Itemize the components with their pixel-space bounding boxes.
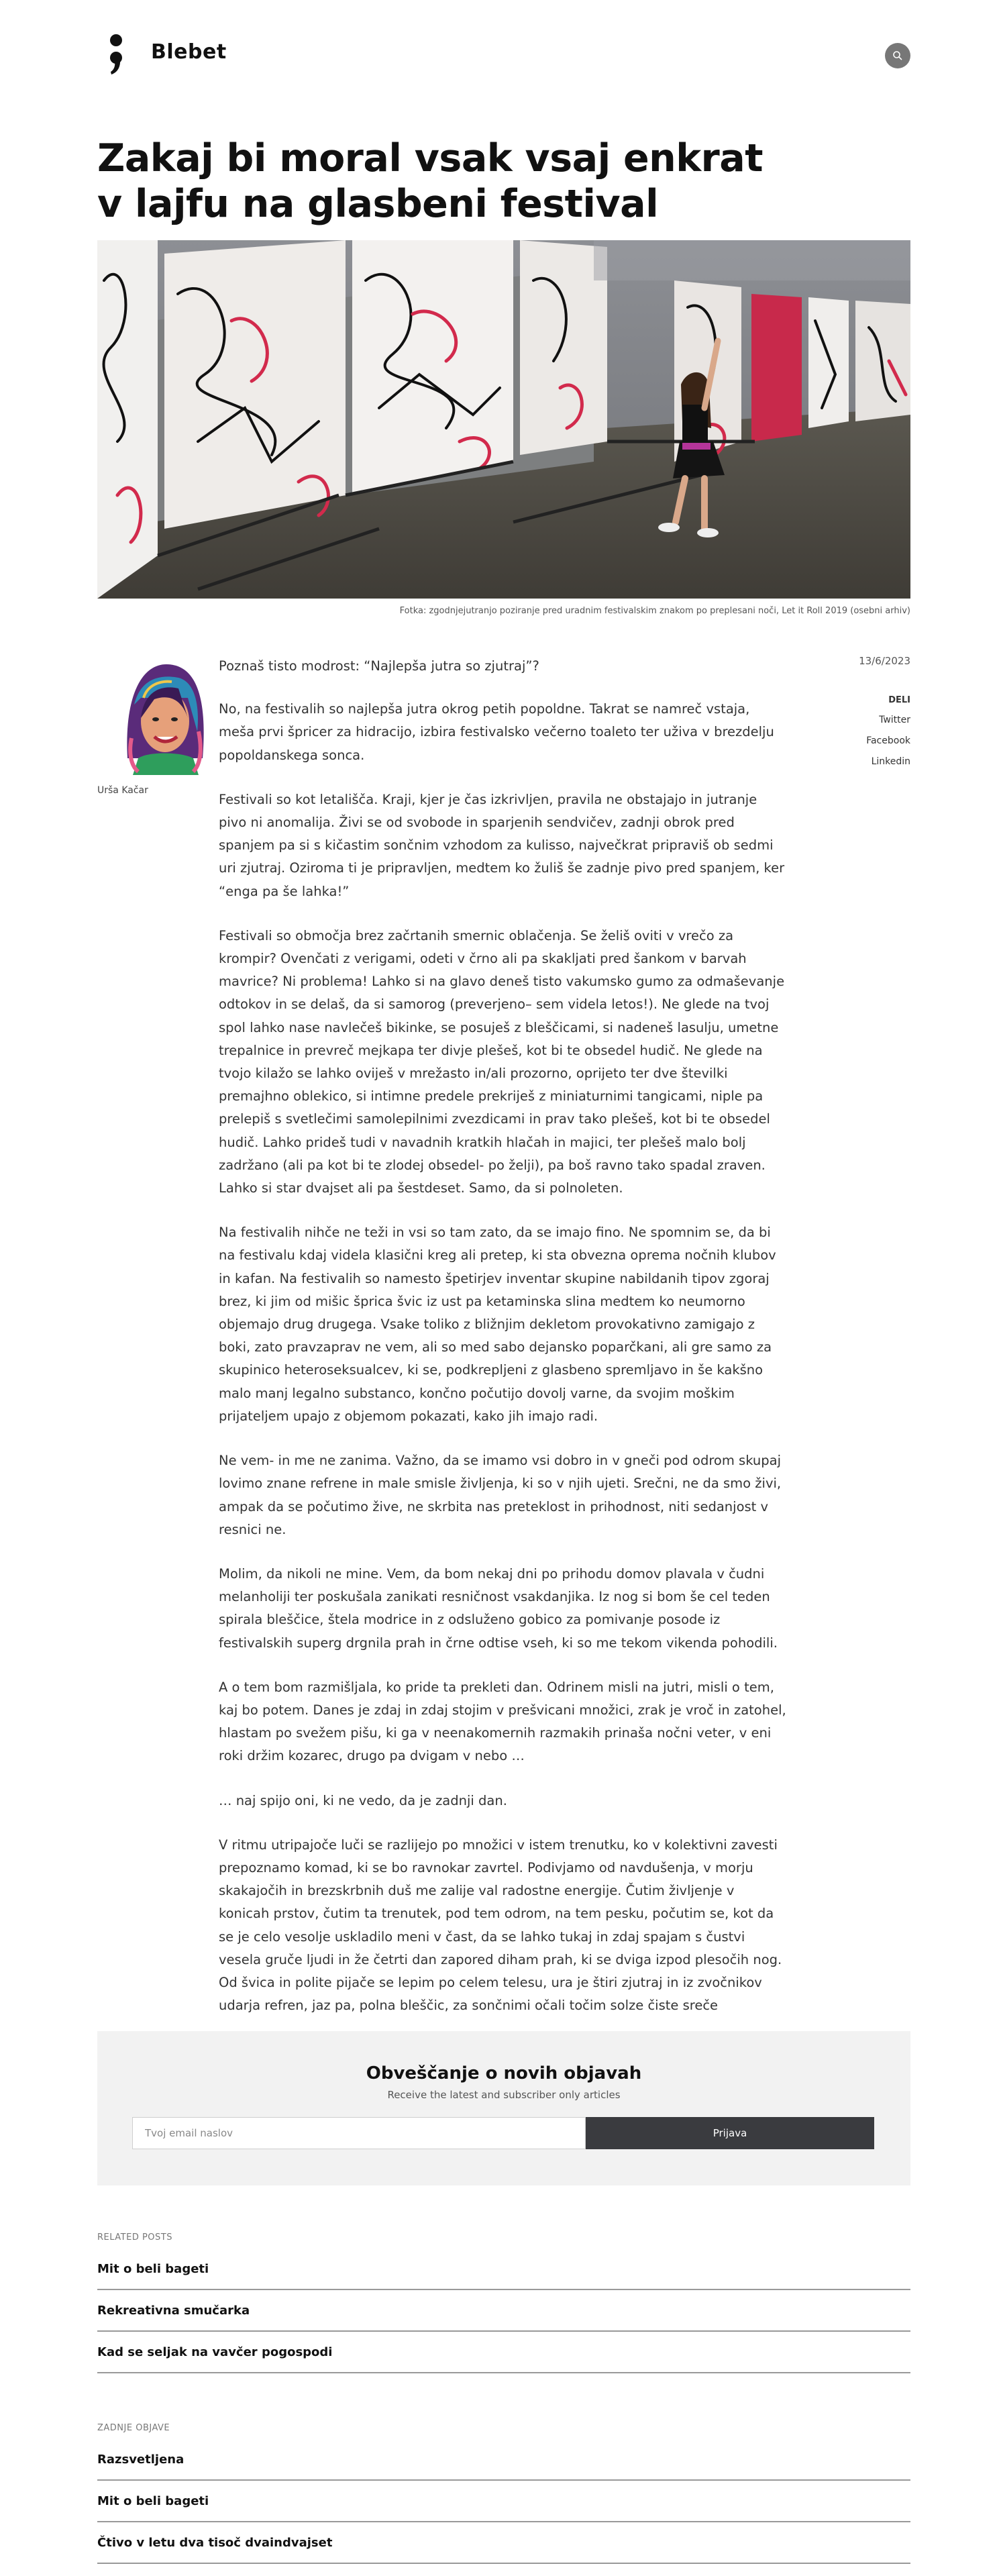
share-twitter-link[interactable]: Twitter — [879, 715, 910, 725]
latest-post-item[interactable]: Razsvetljena — [97, 2439, 910, 2481]
article-paragraph: Molim, da nikoli ne mine. Vem, da bom nekaj dni po prihodu domov plavala v čudni melanholiji ter poskušala zanikati resničnost vsakdanjika. Iz nog si bom še cel teden spirala bleščice, štela modrice in z odsluženo gobico za pomivanje posode iz festivalskih superg drgnila prah in črne odtise vseh, ki so me tekom vikenda pohodili. — [219, 1565, 778, 1651]
article-paragraph: Na festivalih nihče ne teži in vsi so tam zato, da se imajo fino. Ne spomnim se, da bi na festivalu kdaj videla klasični kreg ali pretep, ki sta obvezna oprema nočnih klubov in kafan. Na festivalih so namesto špetirjev inventar skupine nabildanih tipov zgoraj brez, ki jim od mišic šprica švic iz ust pa ketaminska slina medtem ko neumorno objemajo drug drugega. Vsake toliko z bližnjim dekletom provokativno zamigajo z boki, zato pravzaprav ne vem, ali so med sabo dejansko poparčkani, ali gre samo za skupinico heteroseksualcev, ki se, podkrepljeni z glasbeno spremljavo in še kakšno malo manj legalno substanco, končno počutijo dovolj varne, da svojim moškim prijateljem upajo z objemom pokazati, kako jih imajo radi. — [219, 1225, 776, 1424]
article-paragraph: … naj spijo oni, ki ne vedo, da je zadnji dan. — [219, 1792, 507, 1808]
latest-posts-label: ZADNJE OBJAVE — [97, 2423, 170, 2433]
share-label: DELI — [888, 695, 910, 705]
share-facebook-link[interactable]: Facebook — [866, 735, 910, 746]
semicolon-logo-icon[interactable] — [108, 34, 124, 75]
related-post-item[interactable]: Mit o beli bageti — [97, 2249, 910, 2290]
author-name[interactable]: Urša Kačar — [97, 785, 148, 796]
related-post-item[interactable]: Kad se seljak na vavčer pogospodi — [97, 2332, 910, 2373]
article-paragraph: Festivali so kot letališča. Kraji, kjer je čas izkrivljen, pravila ne obstajajo in jutranje pivo ni anomalija. Živi se od svobode in sparjenih sendvičev, zadnji obrok pred spanjem pa si s kičastim sončnim vzhodom za kulisso, največkrat pripraviš ob sedmi uri zjutraj. Oziroma ti je pripravljen, medtem ko žuliš še zadnje pivo pred spanjem, ker “enga pa še lahka!” — [219, 791, 785, 899]
search-icon — [892, 50, 903, 61]
hero-image — [97, 240, 910, 599]
article-title: Zakaj bi moral vsak vsaj enkrat v lajfu na glasbeni festival — [97, 136, 763, 226]
author-avatar[interactable] — [114, 658, 213, 778]
latest-post-item[interactable]: Čtivo v letu dva tisoč dvaindvajset — [97, 2522, 910, 2564]
newsletter-title: Obveščanje o novih objavah — [366, 2063, 642, 2083]
publish-date: 13/6/2023 — [859, 655, 910, 667]
festival-photo — [97, 240, 910, 599]
article-paragraph: Festivali so območja brez začrtanih smernic oblačenja. Se želiš oviti v vrečo za krompir? Ovenčati z verigami, odeti v črno ali pa skakljati pred šankom v barvah mavrice? Ni problema! Lahko si na glavo deneš tisto vakumsko gumo za odmaševanje odtokov in se delaš, da si samorog (preverjeno– sem videla letos!). Ne glede na tvoj spol lahko nase navlečeš bikinke, se posuješ z bleščicami, si nadeneš lasulju, umetne trepalnice in prevreč mejkapa ter divje plešeš, kot bi te obsedel hudič. Ne glede na tvojo kilažo se lahko oviješ v mrežasto in/ali prozorno, oprijeto ter dve številki premajhno oblekico, si intimne predele prekriješ z miniaturnimi tangicami, niple pa prelepiš s svetlečimi samolepilnimi zvezdicami in prav tako plešeš, kot bi te obsedel hudič. Lahko prideš tudi v navadnih kratkih hlačah in majici, ter plešeš malo bolj zadržano (ali pa kot bi te zlodej obsedel- po želji), pa boš ravno tako spadal zraven. Lahko si star dvajset ali pa šestdeset. Samo, da si polnoleten. — [219, 927, 785, 1196]
search-button[interactable] — [885, 43, 910, 68]
newsletter-box — [97, 2031, 910, 2185]
article-paragraph: Ne vem- in me ne zanima. Važno, da se imamo vsi dobro in v gneči pod odrom skupaj lovimo znane refrene in male smisle življenja, ki so v njih ujeti. Srečni, ne da smo živi, ampak da se počutimo žive, ne skrbita nas preteklost in prihodnost, niti sedanjost v resnici ne. — [219, 1453, 782, 1537]
share-menu — [866, 695, 910, 777]
article-paragraph: Poznaš tisto modrost: “Najlepša jutra so zjutraj”? — [219, 658, 539, 674]
site-header — [97, 0, 910, 107]
article-paragraph: A o tem bom razmišljala, ko pride ta prekleti dan. Odrinem misli na jutri, misli o tem, kaj bo potem. Danes je zdaj in zdaj stojim v prešvicani množici, zrak je vroč in zatohel, hlastam po svežem pišu, ki ga v neenakomernih razmakih prinaša nočni veter, v eni roki držim kozarec, drugo pa dvigam v nebo … — [219, 1679, 786, 1764]
related-posts-label: RELATED POSTS — [97, 2232, 172, 2243]
article-body — [219, 655, 786, 2039]
related-posts-list — [97, 2249, 910, 2373]
email-input[interactable] — [132, 2117, 586, 2149]
related-post-item[interactable]: Rekreativna smučarka — [97, 2290, 910, 2332]
article-paragraph: V ritmu utripajoče luči se razlijejo po množici v istem trenutku, ko v kolektivni zavesti prepoznamo komad, ki se bo ravnokar zavrtel. Podivjamo od navdušenja, v morju skakajočih in brezskrbnih duš me zalije val radostne energije. Čutim življenje v konicah prstov, čutim ta trenutek, pod tem odrom, na tem pesku, počutim se, kot da se je celo vesolje uskladilo meni v čast, da se lahko tukaj in zdaj spajam s čustvi vesela gruče ljudi in že četrti dan zapored diham prah, ki se dviga izpod plesočih nog. Od švica in polite pijače se lepim po celem telesu, ura je štiri zjutraj in iz zvočnikov udarja refren, jaz pa, polna bleščic, za sončnimi očali točim solze čiste sreče — [219, 1837, 782, 2014]
subscribe-button[interactable]: Prijava — [586, 2117, 874, 2149]
site-brand[interactable]: Blebet — [151, 40, 227, 64]
image-caption: Fotka: zgodnjejutranjo poziranje pred uradnim festivalskim znakom po preplesani noči, Let it Roll 2019 (osebni arhiv) — [399, 606, 910, 616]
article-paragraph: No, na festivalih so najlepša jutra okrog petih popoldne. Takrat se namreč vstaja, meša prvi špricer za hidracijo, izbira festivalsko večerno toaleto ter uživa v brezdelju popoldanskega sonca. — [219, 701, 774, 763]
latest-posts-list — [97, 2439, 910, 2564]
latest-post-item[interactable]: Mit o beli bageti — [97, 2481, 910, 2522]
share-linkedin-link[interactable]: Linkedin — [871, 756, 910, 767]
newsletter-subtitle: Receive the latest and subscriber only articles — [387, 2089, 621, 2101]
